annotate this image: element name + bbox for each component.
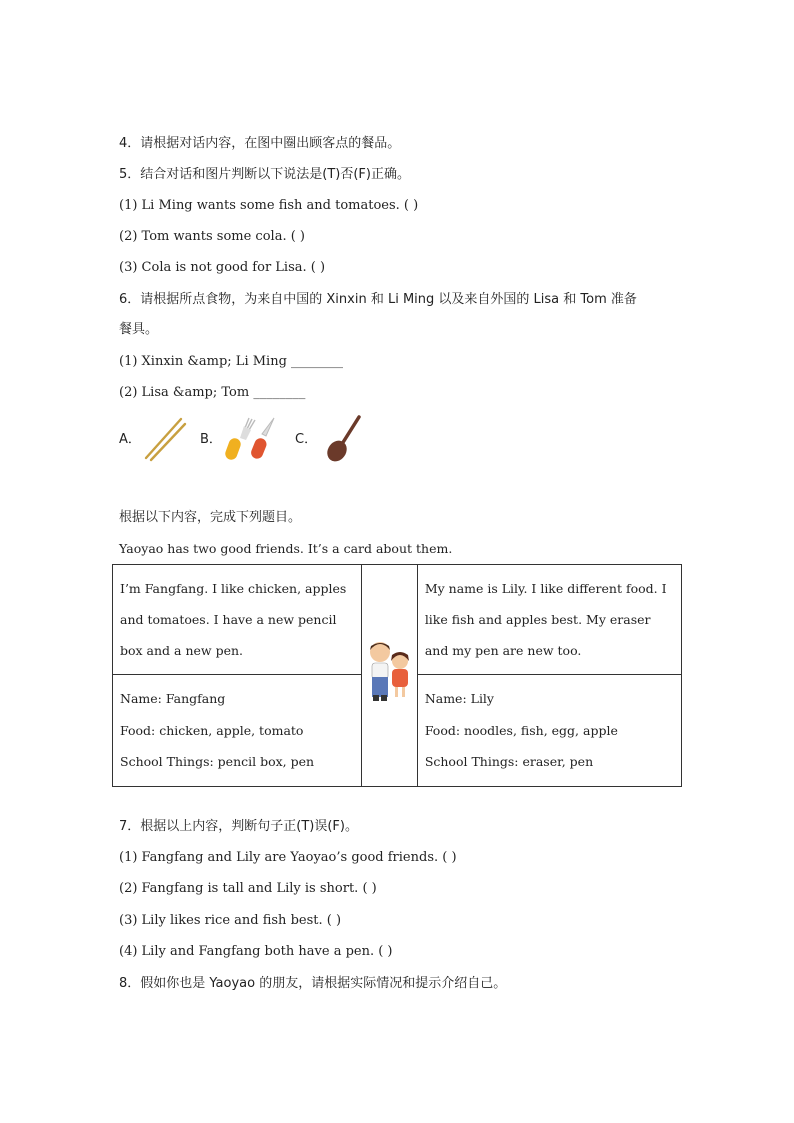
chopsticks-icon xyxy=(143,416,187,466)
question-8: 8．假如你也是 Yaoyao 的朋友，请根据实际情况和提示介绍自己。 xyxy=(119,976,507,991)
question-5: 5．结合对话和图片判断以下说法是(T)否(F)正确。 xyxy=(119,167,410,182)
fangfang-school-things: School Things: pencil box, pen xyxy=(120,754,315,769)
lily-school-things: School Things: eraser, pen xyxy=(424,754,594,769)
fork-and-knife-icon xyxy=(222,414,280,468)
choice-b-label: B． xyxy=(200,432,222,447)
question-5-item-1: (1) Li Ming wants some fish and tomatoes. ( ) xyxy=(119,198,419,213)
friends-card-table xyxy=(112,564,682,787)
choice-a-label: A． xyxy=(119,432,141,447)
question-7-item-1: (1) Fangfang and Lily are Yaoyao’s good friends. ( ) xyxy=(119,850,457,865)
question-5-item-2: (2) Tom wants some cola. ( ) xyxy=(119,229,305,244)
lily-name: Name: Lily xyxy=(424,691,494,706)
reading-line: Yaoyao has two good friends. It’s a card about them. xyxy=(119,541,453,556)
boy-and-girl-illustration xyxy=(362,691,416,706)
question-6-continued: 餐具。 xyxy=(119,322,159,337)
reading-intro: 根据以下内容，完成下列题目。 xyxy=(119,510,302,525)
question-7: 7．根据以上内容，判断句子正(T)误(F)。 xyxy=(119,819,358,834)
fangfang-food: Food: chicken, apple, tomato xyxy=(120,722,304,738)
question-6-item-2: (2) Lisa &amp; Tom ________ xyxy=(119,385,306,400)
picture-cell xyxy=(361,565,417,787)
choice-c-label: C． xyxy=(295,432,318,447)
lily-food: Food: noodles, fish, egg, apple xyxy=(424,722,618,738)
lily-info-cell xyxy=(417,675,681,787)
question-7-item-2: (2) Fangfang is tall and Lily is short. ( ) xyxy=(119,881,377,896)
question-7-item-3: (3) Lily likes rice and fish best. ( ) xyxy=(119,913,342,928)
spoon-icon xyxy=(324,414,364,468)
question-6-item-1: (1) Xinxin &amp; Li Ming ________ xyxy=(119,354,344,369)
fangfang-name: Name: Fangfang xyxy=(120,691,226,706)
question-7-item-4: (4) Lily and Fangfang both have a pen. ( ) xyxy=(119,944,393,959)
question-4: 4．请根据对话内容，在图中圈出顾客点的餐品。 xyxy=(119,136,401,151)
lily-intro-cell: My name is Lily. I like different food. I like fish and apples best. My eraser and my pen are new too. xyxy=(417,565,681,675)
question-5-item-3: (3) Cola is not good for Lisa. ( ) xyxy=(119,260,326,275)
question-6: 6．请根据所点食物，为来自中国的 Xinxin 和 Li Ming 以及来自外国的 Lisa 和 Tom 准备 xyxy=(119,292,637,307)
fangfang-intro-cell: I’m Fangfang. I like chicken, apples and tomatoes. I have a new pencil box and a new pen. xyxy=(113,565,362,675)
fangfang-info-cell xyxy=(113,675,362,787)
